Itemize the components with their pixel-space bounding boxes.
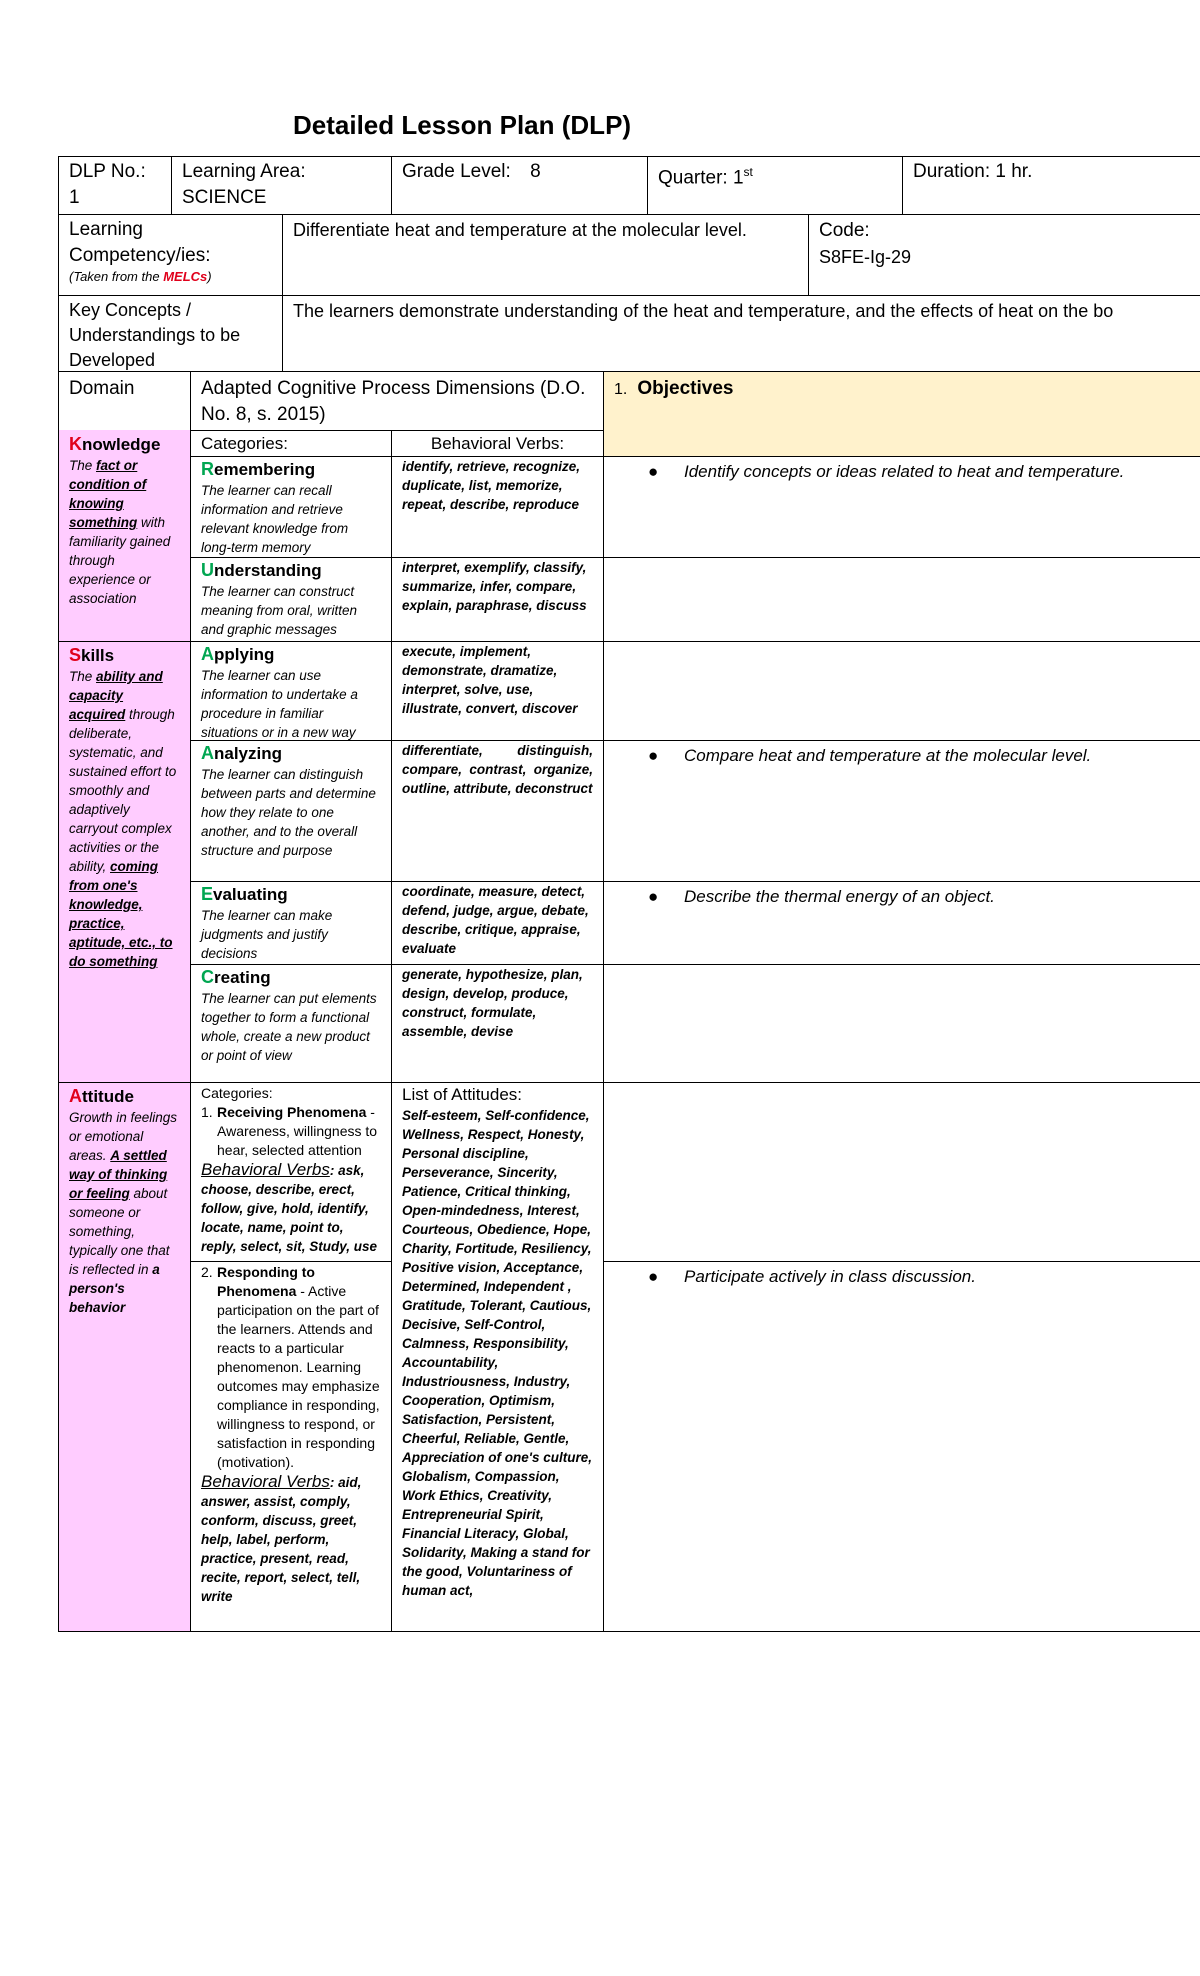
attitude-domain (59, 1084, 190, 1631)
bullet-icon: ● (648, 746, 659, 765)
categories-header: Categories: (201, 434, 288, 453)
attitude-desc: Growth in feelings or emotional areas. A settled way of thinking or feeling about someone or something, typically one that is reflected in a person's behavior (69, 1110, 178, 1315)
competency-text: Differentiate heat and temperature at the molecular level. (293, 220, 747, 240)
melcs-text: MELCs (163, 269, 208, 284)
skills-desc: The ability and capacity acquired through deliberate, systematic, and sustained effort to smoothly and adaptively carryout complex activities or the ability, coming from one's knowledge, practice, aptitude, etc., to do something (69, 669, 177, 969)
quarter-sup: st (743, 165, 753, 179)
competency-note: (Taken from the MELCs) (69, 269, 212, 284)
objective-evaluating: ● Describe the thermal energy of an object. (648, 887, 995, 906)
knowledge-title: Knowledge (69, 434, 161, 454)
grid-line (58, 214, 1200, 215)
objectives-num: 1. (614, 381, 628, 398)
key-concepts-label: Key Concepts / Understandings to be Developed (69, 300, 241, 370)
learning-area-cell (172, 157, 391, 214)
attitudes-list-text: Self-esteem, Self-confidence, Wellness, Respect, Honesty, Personal discipline, Perseverance, Sincerity, Patience, Critical thinking, Open-mindedness, Interest, Courteous, Obedience, Hope, Charity, Fortitude, Resiliency, Positive vision, Acceptance, Determined, Independent , Gratitude, Tolerant, Cautious, Decisive, Self-Control, Calmness, Responsibility, Accountability, Industriousness, Industry, Cooperation, Optimism, Satisfaction, Persistent, Cheerful, Reliable, Gentle, Appreciation of one's culture, Globalism, Compassion, Work Ethics, Creativity, Entrepreneurial Spirit, Financial Literacy, Global, Solidarity, Making a stand for the good, Voluntariness of human act, (402, 1108, 592, 1598)
bullet-icon: ● (648, 887, 659, 906)
category-evaluating: Evaluating The learner can make judgments and justify decisions (201, 884, 333, 961)
competency-label-2: Competency/ies: (69, 245, 211, 266)
grade-level-label: Grade Level: (402, 161, 511, 182)
attitudes-list (392, 1083, 603, 1631)
skills-title: Skills (69, 645, 115, 665)
verbs-remembering: identify, retrieve, recognize, duplicate, list, memorize, repeat, describe, reproduce (402, 459, 581, 512)
verbs-evaluating: coordinate, measure, detect, defend, judge, argue, debate, describe, critique, appraise, evaluate (402, 884, 589, 956)
code-label: Code: (819, 220, 870, 241)
objective-remembering: ● Identify concepts or ideas related to heat and temperature. (648, 462, 1125, 481)
competency-label-cell (59, 216, 282, 295)
grid-line (58, 371, 1200, 372)
bullet-icon: ● (648, 1267, 659, 1286)
category-creating: Creating The learner can put elements together to form a functional whole, create a new product or point of view (201, 967, 377, 1063)
objectives-title: Objectives (637, 378, 734, 399)
objectives-header (604, 374, 1200, 430)
grid-line (603, 371, 604, 1632)
dlp-no-cell (59, 157, 171, 214)
category-understanding: Understanding The learner can construct meaning from oral, written and graphic messages (201, 560, 358, 637)
category-remembering: Remembering The learner can recall information and retrieve relevant knowledge from long-term memory (201, 459, 349, 555)
skills-domain (59, 643, 190, 1082)
attitudes-list-label: List of Attitudes: (402, 1085, 523, 1104)
learning-area-value: SCIENCE (182, 187, 267, 208)
key-concepts-text: The learners demonstrate understanding of the heat and temperature, and the effects of heat on the bo (293, 301, 1114, 321)
behavioral-verbs-header: Behavioral Verbs: (430, 434, 565, 453)
verbs-creating: generate, hypothesize, plan, design, develop, produce, construct, formulate, assemble, devise (402, 967, 583, 1039)
duration-label: Duration: 1 hr. (913, 161, 1033, 182)
dlp-no-label: DLP No.: (69, 161, 146, 182)
verbs-analyzing: differentiate, distinguish, compare, contrast, organize, outline, attribute, deconstruct (402, 743, 593, 796)
knowledge-desc: The fact or condition of knowing something with familiarity gained through experience or association (69, 458, 171, 606)
objective-attitude: ● Participate actively in class discussion. (648, 1267, 976, 1286)
grade-level-cell (392, 157, 647, 214)
verbs-applying: execute, implement, demonstrate, dramatize, interpret, solve, use, illustrate, convert, discover (402, 644, 578, 716)
attitude-title: Attitude (69, 1086, 134, 1106)
attitude-categories-1: Categories: 1. Receiving Phenomena - Awareness, willingness to hear, selected attention Behavioral Verbs: ask, choose, describe, erect, follow, give, hold, identify, locate, name, point to, reply, select, sit, Study, use (201, 1085, 378, 1254)
quarter-cell (648, 157, 902, 214)
learning-area-label: Learning Area: (182, 161, 306, 182)
bullet-icon: ● (648, 462, 659, 481)
dlp-no-value: 1 (69, 187, 80, 208)
grid-line (58, 1631, 1200, 1632)
quarter-label: Quarter: 1 (658, 167, 744, 189)
duration-cell (903, 157, 1200, 214)
category-applying: Applying The learner can use information to undertake a procedure in familiar situations or in a new way (201, 644, 358, 740)
code-value: S8FE-Ig-29 (819, 247, 912, 267)
category-analyzing: Analyzing The learner can distinguish between parts and determine how they relate to one another, and to the overall structure and purpose (201, 743, 376, 858)
objective-analyzing: ● Compare heat and temperature at the molecular level. (648, 746, 1092, 765)
code-cell (809, 216, 1200, 295)
competency-label-1: Learning (69, 219, 143, 240)
page-title: Detailed Lesson Plan (DLP) (293, 110, 632, 140)
knowledge-domain (59, 432, 190, 642)
verbs-understanding: interpret, exemplify, classify, summarize, infer, compare, explain, paraphrase, discuss (402, 560, 587, 613)
dimensions-header: Adapted Cognitive Process Dimensions (D.O. No. 8, s. 2015) (201, 378, 586, 425)
attitude-categories-2: 2. Responding to Phenomena - Active participation on the part of the learners. Attends and reacts to a particular phenomenon. Learning outcomes may emphasize compliance in responding, willingness to respond, or satisfaction in responding (motivation). Behavioral Verbs: aid, answer, assist, comply, conform, discuss, greet, help, label, perform, practice, present, read, recite, report, select, tell, write (201, 1264, 380, 1604)
domain-header: Domain (69, 378, 135, 399)
grade-level-value: 8 (530, 161, 541, 182)
grid-line (190, 430, 603, 431)
